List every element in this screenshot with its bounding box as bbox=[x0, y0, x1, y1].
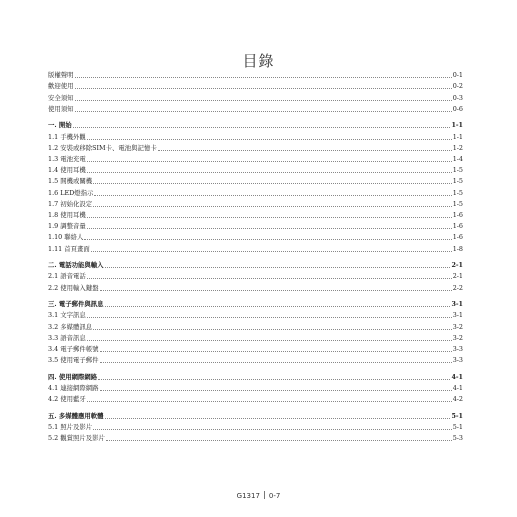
dot-leader bbox=[93, 328, 452, 330]
dot-leader bbox=[158, 149, 452, 151]
toc-entry-page: 1-6 bbox=[452, 210, 463, 219]
toc-entry-page: 5-1 bbox=[451, 411, 463, 420]
toc-entry-page: 1-1 bbox=[451, 121, 463, 130]
toc-entry-page: 0-6 bbox=[452, 104, 463, 113]
toc-entry[interactable] bbox=[48, 310, 463, 321]
toc-entry-page: 3-1 bbox=[452, 311, 463, 320]
dot-leader bbox=[87, 138, 452, 140]
toc-entry-label: 3.4 電子郵件帳號 bbox=[48, 345, 99, 353]
toc-entry[interactable] bbox=[48, 143, 463, 154]
toc-entry-label: 1.9 調整音量 bbox=[48, 222, 86, 231]
toc-entry-page: 1-5 bbox=[452, 188, 463, 197]
toc-entry-label: 3.2 多媒體訊息 bbox=[48, 322, 93, 331]
toc-entry-label: 二. 電話功能與輸入 bbox=[48, 261, 104, 270]
toc-entry-label: 1.3 電池充電 bbox=[48, 155, 86, 163]
footer-page-number: 0-7 bbox=[268, 492, 281, 500]
toc-entry-label: 3.3 語音訊息 bbox=[48, 333, 86, 342]
toc-entry-label: 4.2 使用藍牙 bbox=[48, 395, 86, 404]
dot-leader bbox=[87, 339, 452, 341]
toc-entry[interactable] bbox=[48, 282, 463, 293]
toc-entry[interactable] bbox=[48, 243, 463, 254]
toc-entry-page: 2-1 bbox=[452, 272, 463, 281]
toc-entry-label: 1.4 使用耳機 bbox=[48, 166, 86, 175]
toc-entry[interactable] bbox=[48, 271, 463, 282]
toc-entry-page: 3-3 bbox=[452, 356, 463, 365]
toc-entry[interactable] bbox=[48, 81, 463, 92]
toc-chapter-entry[interactable] bbox=[48, 299, 463, 310]
toc-entry-label: 四. 使用網際網路 bbox=[48, 372, 98, 381]
toc-entry-label: 1.10 聯絡人 bbox=[48, 233, 84, 242]
toc-entry-label: 使用須知 bbox=[48, 104, 74, 113]
toc-entry-page: 1-4 bbox=[452, 155, 463, 163]
dot-leader bbox=[91, 250, 452, 252]
toc-entry-label: 1.6 LED燈指示 bbox=[48, 188, 94, 197]
toc-entry[interactable] bbox=[48, 176, 463, 187]
toc-entry-label: 1.7 初始化設定 bbox=[48, 199, 93, 208]
toc-chapter-entry[interactable] bbox=[48, 120, 463, 131]
toc-entry-page: 3-2 bbox=[452, 333, 463, 342]
toc-entry-label: 一. 開始 bbox=[48, 121, 72, 130]
toc-chapter-entry[interactable] bbox=[48, 260, 463, 271]
toc-entry[interactable] bbox=[48, 355, 463, 366]
toc-entry-page: 0-3 bbox=[452, 93, 463, 102]
dot-leader bbox=[73, 126, 451, 128]
dot-leader bbox=[75, 99, 452, 101]
page-title: 目錄 bbox=[242, 52, 275, 70]
dot-leader bbox=[75, 76, 452, 78]
dot-leader bbox=[98, 378, 450, 380]
toc-entry[interactable] bbox=[48, 104, 463, 115]
dot-leader bbox=[87, 400, 452, 402]
toc-entry-page: 0-1 bbox=[452, 71, 463, 80]
toc-entry-label: 版權聲明 bbox=[48, 71, 74, 80]
toc-entry-page: 1-5 bbox=[452, 166, 463, 175]
dot-leader bbox=[105, 417, 451, 419]
dot-leader bbox=[87, 316, 452, 318]
page-footer bbox=[0, 491, 517, 500]
toc-entry-page: 1-6 bbox=[452, 233, 463, 242]
dot-leader bbox=[87, 277, 452, 279]
toc-entry-label: 2.2 使用輸入鍵盤 bbox=[48, 283, 99, 292]
toc-entry-page: 2-1 bbox=[451, 261, 463, 270]
toc-entry[interactable] bbox=[48, 199, 463, 210]
toc-entry[interactable] bbox=[48, 92, 463, 103]
toc-entry-label: 4.1 連接網際網路 bbox=[48, 384, 99, 393]
table-of-contents bbox=[48, 70, 463, 444]
toc-entry-page: 0-2 bbox=[452, 82, 463, 91]
dot-leader bbox=[93, 182, 452, 184]
dot-leader bbox=[93, 428, 452, 430]
toc-entry[interactable] bbox=[48, 154, 463, 165]
toc-entry[interactable] bbox=[48, 344, 463, 355]
toc-entry-label: 三. 電子郵件與訊息 bbox=[48, 300, 104, 309]
dot-leader bbox=[105, 305, 451, 307]
dot-leader bbox=[93, 205, 452, 207]
dot-leader bbox=[84, 238, 451, 240]
dot-leader bbox=[100, 361, 452, 363]
toc-entry-label: 1.1 手機外觀 bbox=[48, 132, 86, 141]
dot-leader bbox=[87, 227, 452, 229]
toc-entry[interactable] bbox=[48, 333, 463, 344]
toc-entry-page: 5-3 bbox=[452, 434, 463, 443]
toc-entry[interactable] bbox=[48, 394, 463, 405]
dot-leader bbox=[94, 194, 451, 196]
toc-entry-label: 5.2 觀賞照片及影片 bbox=[48, 434, 105, 443]
dot-leader bbox=[75, 110, 452, 112]
toc-entry-label: 2.1 語音電話 bbox=[48, 272, 86, 281]
toc-chapter-entry[interactable] bbox=[48, 411, 463, 422]
toc-entry-label: 五. 多媒體應用軟體 bbox=[48, 411, 104, 420]
toc-entry[interactable] bbox=[48, 165, 463, 176]
toc-entry[interactable] bbox=[48, 210, 463, 221]
toc-entry-label: 1.2 安裝或移除SIM卡、電池與記憶卡 bbox=[48, 143, 157, 152]
toc-entry-page: 1-8 bbox=[452, 244, 463, 253]
dot-leader bbox=[87, 216, 452, 218]
toc-entry[interactable] bbox=[48, 321, 463, 332]
toc-entry-page: 4-1 bbox=[452, 384, 463, 393]
toc-entry[interactable] bbox=[48, 187, 463, 198]
toc-entry-page: 4-2 bbox=[452, 395, 463, 404]
toc-entry[interactable] bbox=[48, 383, 463, 394]
toc-entry-page: 4-1 bbox=[451, 372, 463, 381]
toc-entry[interactable] bbox=[48, 221, 463, 232]
toc-entry-page: 1-5 bbox=[452, 177, 463, 186]
toc-entry[interactable] bbox=[48, 422, 463, 433]
toc-entry-label: 3.5 使用電子郵件 bbox=[48, 356, 99, 365]
toc-entry-label: 歡迎使用 bbox=[48, 82, 74, 91]
toc-entry-page: 1-5 bbox=[452, 199, 463, 208]
toc-entry-page: 1-6 bbox=[452, 222, 463, 231]
dot-leader bbox=[100, 350, 452, 352]
dot-leader bbox=[106, 439, 452, 441]
toc-entry-label: 1.11 首頁畫面 bbox=[48, 244, 90, 253]
toc-chapter-entry[interactable] bbox=[48, 372, 463, 383]
dot-leader bbox=[100, 289, 452, 291]
toc-entry-page: 3-1 bbox=[451, 300, 463, 309]
footer-model: G1317 bbox=[236, 492, 260, 500]
toc-entry[interactable] bbox=[48, 70, 463, 81]
toc-entry-label: 1.8 使用耳機 bbox=[48, 210, 86, 219]
dot-leader bbox=[87, 160, 452, 162]
dot-leader bbox=[100, 389, 452, 391]
toc-entry-label: 3.1 文字訊息 bbox=[48, 311, 86, 320]
dot-leader bbox=[87, 171, 452, 173]
toc-entry-page: 3-2 bbox=[452, 322, 463, 331]
toc-entry-page: 1-1 bbox=[452, 132, 463, 141]
dot-leader bbox=[105, 266, 451, 268]
footer-separator bbox=[264, 491, 265, 499]
toc-entry-page: 2-2 bbox=[452, 283, 463, 292]
toc-entry[interactable] bbox=[48, 232, 463, 243]
toc-entry-label: 1.5 開機或關機 bbox=[48, 177, 93, 186]
toc-entry[interactable] bbox=[48, 131, 463, 142]
toc-entry-page: 1-2 bbox=[452, 143, 463, 152]
toc-entry-label: 安全須知 bbox=[48, 93, 74, 102]
dot-leader bbox=[75, 87, 452, 89]
toc-entry-page: 3-3 bbox=[452, 345, 463, 353]
toc-entry[interactable] bbox=[48, 433, 463, 444]
toc-entry-label: 5.1 照片及影片 bbox=[48, 423, 93, 432]
toc-entry-page: 5-1 bbox=[452, 423, 463, 432]
